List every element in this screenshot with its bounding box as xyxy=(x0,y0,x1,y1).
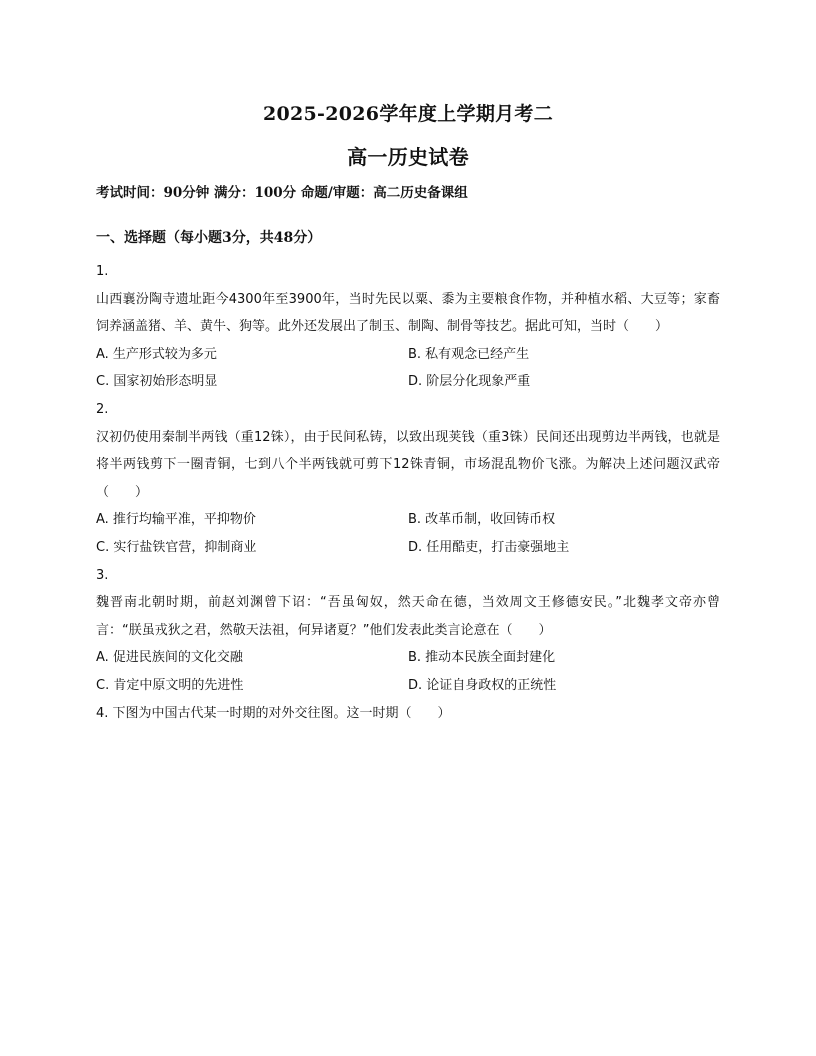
exam-title: 2025-2026学年度上学期月考二 xyxy=(262,103,554,125)
option-c[interactable]: C. 实行盐铁官营，抑制商业 xyxy=(96,539,257,555)
question-number: 4. xyxy=(96,705,109,721)
question-3 xyxy=(96,562,720,700)
option-d[interactable]: D. 任用酷吏，打击豪强地主 xyxy=(408,539,570,555)
question-1 xyxy=(96,258,720,396)
option-d[interactable]: D. 阶层分化现象严重 xyxy=(408,374,531,390)
option-a[interactable]: A. 生产形式较为多元 xyxy=(96,346,217,362)
option-c[interactable]: C. 国家初始形态明显 xyxy=(96,374,218,390)
option-b[interactable]: B. 私有观念已经产生 xyxy=(408,346,530,362)
question-stem: 山西襄汾陶寺遗址距今4300年至3900年，当时先民以粟、黍为主要粮食作物，并种植水稻、大豆等；家畜饲养涵盖猪、羊、黄牛、狗等。此外还发展出了制玉、制陶、制骨等技艺。据此可知，当时（ ） xyxy=(96,291,720,335)
option-b[interactable]: B. 推动本民族全面封建化 xyxy=(408,650,556,666)
question-2 xyxy=(96,396,720,562)
option-d[interactable]: D. 论证自身政权的正统性 xyxy=(408,677,557,693)
question-stem-text: 下图为中国古代某一时期的对外交往图。这一时期（ ） xyxy=(112,705,451,721)
option-a[interactable]: A. 促进民族间的文化交融 xyxy=(96,650,243,666)
question-4 xyxy=(96,700,720,728)
question-stem: 汉初仍使用秦制半两钱（重12铢），由于民间私铸，以致出现荚钱（重3铢）民间还出现剪边半两钱，也就是将半两钱剪下一圈青铜，七到八个半两钱就可剪下12铢青铜，市场混乱物价飞涨。为解决上述问题汉武帝（ ） xyxy=(96,429,720,500)
option-c[interactable]: C. 肯定中原文明的先进性 xyxy=(96,677,244,693)
question-list xyxy=(96,258,720,727)
question-number: 1. xyxy=(96,264,109,279)
exam-subtitle: 高一历史试卷 xyxy=(347,145,469,169)
question-options xyxy=(96,644,720,699)
exam-meta: 考试时间：90分钟 满分：100分 命题/审题：高二历史备课组 xyxy=(96,185,468,201)
question-stem: 魏晋南北朝时期，前赵刘渊曾下诏：“吾虽匈奴，然天命在德，当效周文王修德安民。”北魏孝文帝亦曾言：“朕虽戎狄之君，然敬天法祖，何异诸夏？”他们发表此类言论意在（ ） xyxy=(96,595,720,638)
question-number: 3. xyxy=(96,567,109,583)
option-b[interactable]: B. 改革币制，收回铸币权 xyxy=(408,512,556,528)
option-a[interactable]: A. 推行均输平准，平抑物价 xyxy=(96,512,256,528)
question-options xyxy=(96,506,720,561)
question-stem xyxy=(96,700,720,728)
question-options xyxy=(96,341,720,396)
question-number: 2. xyxy=(96,401,109,417)
section-title: 一、选择题（每小题3分，共48分） xyxy=(96,230,322,246)
